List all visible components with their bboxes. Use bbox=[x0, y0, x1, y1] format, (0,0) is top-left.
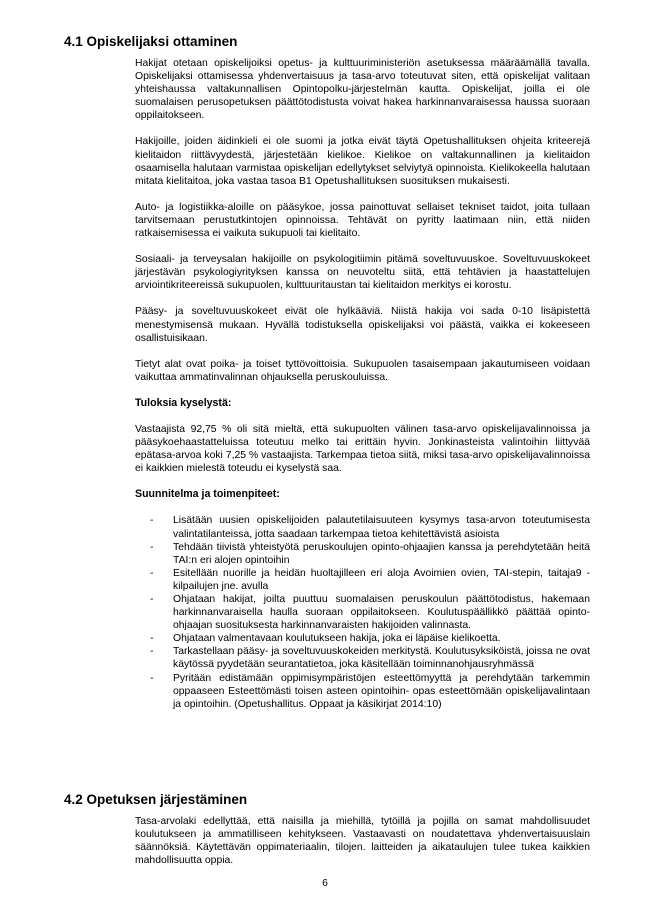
page-number: 6 bbox=[322, 878, 328, 889]
paragraph: Auto- ja logistiikka-aloille on pääsykoe, jossa painottuvat sellaiset tekniset taidot, joita tullaan tarvitsemaan perustutkintojen opinnoissa. Tehtävät on pyritty laatimaan niin, että niiden ratkaisemisessa ei vaikuta sukupuoli tai kielitaito. bbox=[135, 201, 590, 240]
list-item: - Tehdään tiivistä yhteistyötä peruskoulujen opinto-ohjaajien kanssa ja perehdytetään heitä TAI:n eri alojen opintoihin bbox=[135, 541, 590, 567]
paragraph: Pääsy- ja soveltuvuuskokeet eivät ole hylkääviä. Niistä hakija voi sada 0-10 lisäpistettä menestymisensä mukaan. Hyvällä todistuksella opiskelijaksi voi päästä, vaikka ei kokeeseen osallistuisikaan. bbox=[135, 306, 590, 344]
list-item: - Ohjataan valmentavaan koulutukseen hakija, joka ei läpäise kielikoetta. bbox=[135, 632, 590, 645]
section-4-1-body bbox=[135, 57, 590, 711]
paragraph: Sosiaali- ja terveysalan hakijoille on psykologitiimin pitämä soveltuvuuskoe. Soveltuvuuskokeet järjestävän psykologiyrityksen kanssa on neuvoteltu siitä, että tehtävien ja haastattelujen arviointikriteereissä sukupuolen, kulttuuritaustan tai kielitaidon merkitys ei korostu. bbox=[135, 254, 590, 292]
list-item: - Ohjataan hakijat, joilta puuttuu suomalaisen peruskoulun päättötodistus, hakemaan harkinnanvaraisella haulla suoraan oppilaitokseen. Koulutuspäällikkö päättää opinto-ohjaajan suosituksesta harkinnanvaraisten hakijoiden valinnasta. bbox=[135, 593, 590, 632]
list-item: - Pyritään edistämään oppimisympäristöjen esteettömyyttä ja perehdytään tarkemmin oppaaseen Esteettömästi toisen asteen opintoihin- opas esteettömään opiskelijavalintaan ja opintoihin. (Opetushallitus. Oppaat ja käsikirjat 2014:10) bbox=[135, 672, 590, 711]
results-paragraph: Vastaajista 92,75 % oli sitä mieltä, että sukupuolten välinen tasa-arvo opiskelijavalinnoissa ja pääsykoehaastatteluissa toteutuu melko tai erittäin hyvin. Jonkinasteista valintoihin liittyvää epätasa-arvoa koki 7,25 % vastaajista. Tarkempaa tietoa siitä, miksi tasa-arvo opiskelijavalinnoissa ei kaikkien mielestä toteudu ei kyselystä saa. bbox=[135, 423, 590, 475]
list-item: - Lisätään uusien opiskelijoiden palautetilaisuuteen kysymys tasa-arvon toteutumisesta valintatilanteissa, jotta saadaan tarkempaa tietoa kehitettävistä asioista bbox=[135, 514, 590, 540]
section-4-2-body bbox=[135, 815, 590, 880]
plan-list bbox=[135, 514, 590, 710]
plan-subheading: Suunnitelma ja toimenpiteet: bbox=[135, 488, 280, 501]
paragraph: Tasa-arvolaki edellyttää, että naisilla ja miehillä, tytöillä ja pojilla on samat mahdollisuudet koulutukseen ja ammatilliseen kehitykseen. Vastaavasti on noudatettava yhdenvertaisuuslain säännöksiä. Käytettävän oppimateriaalin, tilojen. laitteiden ja aikataulujen tulee tukea kaikkien mahdollisuutta oppia. bbox=[135, 816, 590, 867]
list-item: - Tarkastellaan pääsy- ja soveltuvuuskokeiden merkitystä. Koulutusyksiköistä, joissa ne ovat käytössä pyydetään seurantatietoa, joka käsitellään toiminnanohjausryhmässä bbox=[135, 645, 590, 671]
results-subheading: Tuloksia kyselystä: bbox=[135, 396, 232, 409]
paragraph: Tietyt alat ovat poika- ja toiset tyttövoittoisia. Sukupuolen tasaisempaan jakautumiseen voidaan vaikuttaa ammatinvalinnan ohjauksella peruskouluissa. bbox=[135, 358, 590, 383]
section-heading-4-2: 4.2 Opetuksen järjestäminen bbox=[64, 792, 248, 807]
section-heading-4-1: 4.1 Opiskelijaksi ottaminen bbox=[64, 34, 238, 49]
paragraph: Hakijoille, joiden äidinkieli ei ole suomi ja jotka eivät täytä Opetushallituksen ohjeita kriteerejä kielitaidon riittävyydestä, järjestetään kielikoe. Kielikoe on valtakunnallinen ja kielitaidon osaamisella halutaan varmistaa opiskelijan edellytykset selviytyä opinnoista. Kielikokeella halutaan mitata kielitaitoa, joka vastaa tasoa B1 Opetushallituksen suosituksen mukaisesti. bbox=[135, 136, 590, 187]
paragraph: Hakijat otetaan opiskelijoiksi opetus- ja kulttuuriministeriön asetuksessa määräämällä tavalla. Opiskelijaksi ottamisessa yhdenvertaisuus ja tasa-arvo toteutuvat siten, että opiskelijat valitaan yhteishaussa valtakunnallisen Opintopolku-järjestelmän kautta. Opiskelijat, joilla ei ole suomalaisen perusopetuksen päättötodistusta voivat hakea harkinnanvaraisessa haussa suoraan oppilaitokseen. bbox=[135, 58, 590, 122]
list-item: - Esitellään nuorille ja heidän huoltajilleen eri aloja Avoimien ovien, TAI-stepin, taitaja9 -kilpailujen jne. avulla bbox=[135, 567, 590, 593]
